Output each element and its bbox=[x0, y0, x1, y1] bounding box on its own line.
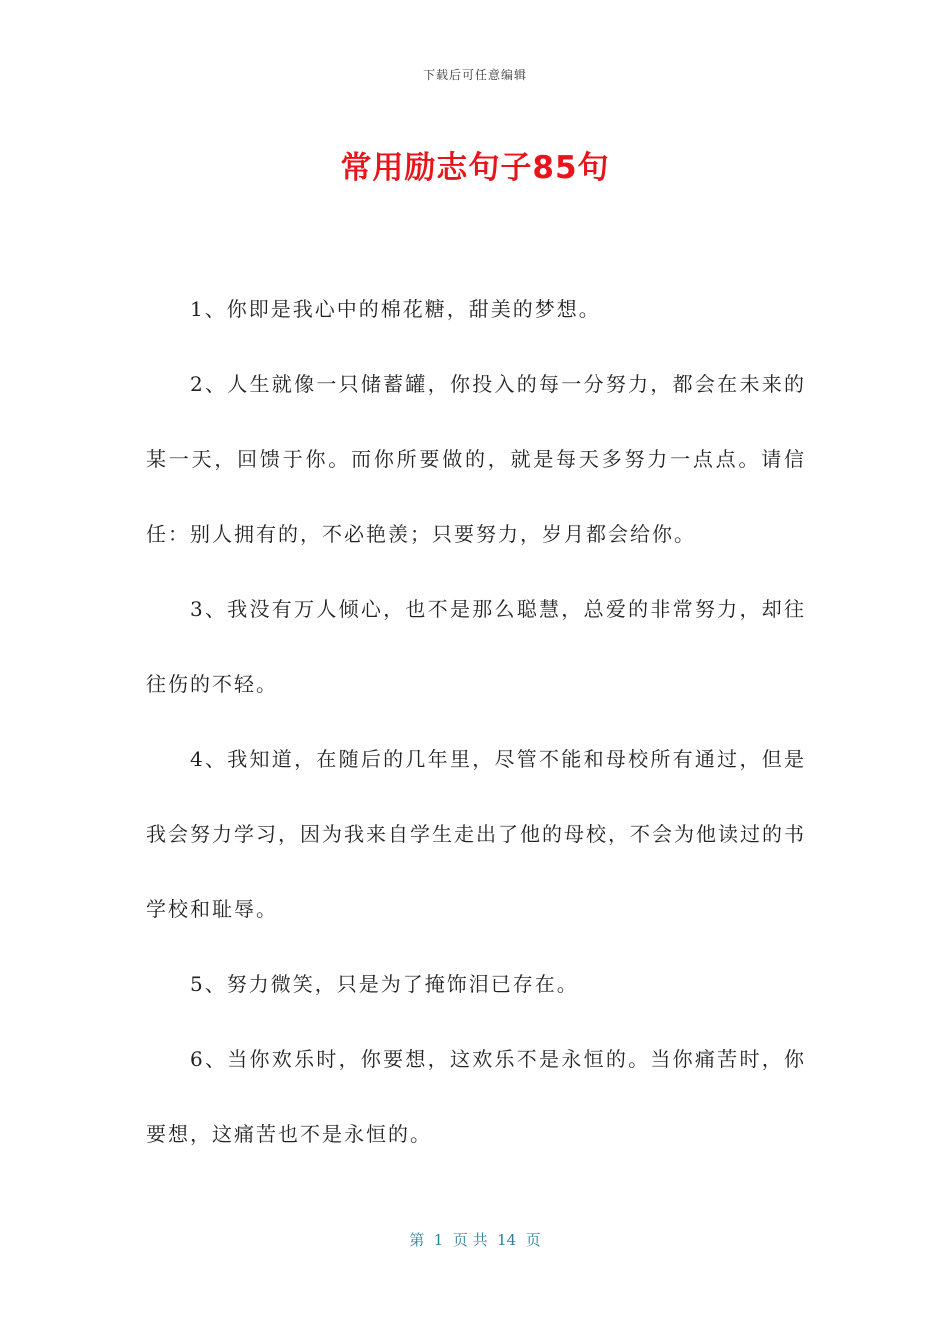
document-title: 常用励志句子85句 bbox=[340, 150, 610, 186]
paragraph-6: 6、当你欢乐时，你要想，这欢乐不是永恒的。当你痛苦时，你要想，这痛苦也不是永恒的。 bbox=[146, 1047, 806, 1146]
paragraph-3: 3、我没有万人倾心，也不是那么聪慧，总爱的非常努力，却往往伤的不轻。 bbox=[146, 597, 806, 696]
document-body bbox=[146, 272, 806, 1172]
paragraph-2: 2、人生就像一只储蓄罐，你投入的每一分努力，都会在未来的某一天，回馈于你。而你所要做的，就是每天多努力一点点。请信任：别人拥有的，不必艳羡；只要努力，岁月都会给你。 bbox=[146, 372, 806, 546]
paragraph-5: 5、努力微笑，只是为了掩饰泪已存在。 bbox=[190, 972, 579, 996]
paragraph-1: 1、你即是我心中的棉花糖，甜美的梦想。 bbox=[190, 297, 601, 321]
header-note: 下载后可任意编辑 bbox=[422, 68, 527, 82]
paragraph-4: 4、我知道，在随后的几年里，尽管不能和母校所有通过，但是我会努力学习，因为我来自学生走出了他的母校，不会为他读过的书学校和耻辱。 bbox=[146, 747, 806, 921]
page-number-footer: 第 1 页 共 14 页 bbox=[409, 1231, 541, 1249]
